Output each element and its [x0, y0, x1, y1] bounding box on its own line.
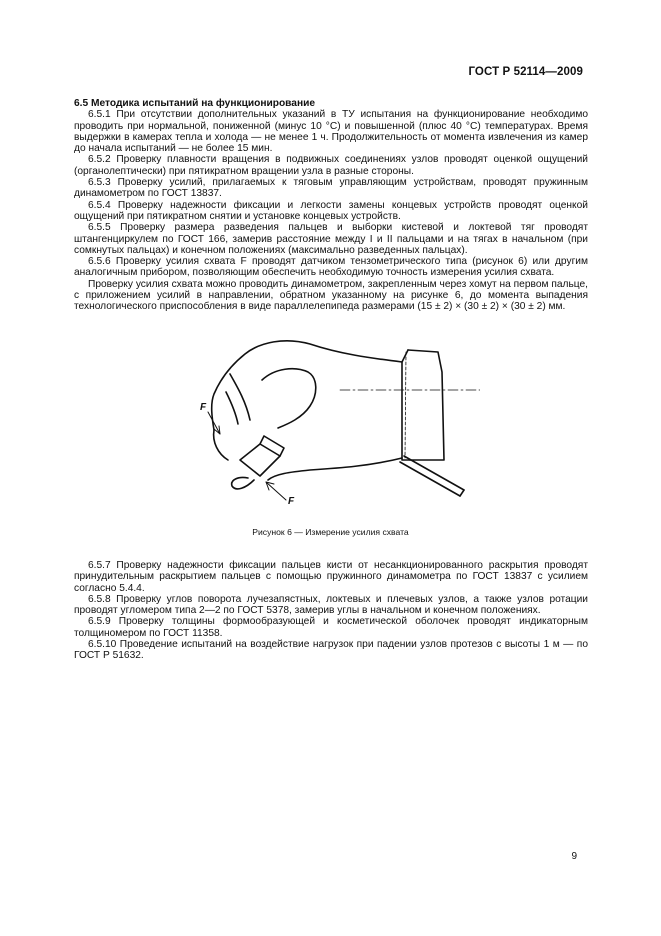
cuff-left-edge: [402, 350, 410, 460]
hand-lower-contour: [268, 458, 402, 480]
force-label-top: F: [200, 402, 207, 413]
cable-line-1: [400, 462, 460, 496]
paragraph-6-5-3: 6.5.3 Проверку усилий, прилагаемых к тяговым управляющим устройствам, проводят пружинным динамометром по ГОСТ 13837.: [74, 177, 588, 200]
paragraph-6-5-7: 6.5.7 Проверку надежности фиксации пальцев кисти от несанкционированного раскрытия проводят принудительным раскрытием пальцев с помощью пружинного динамометра по ГОСТ 13837 с усилием согласно 5.4.4.: [74, 560, 588, 594]
cuff-outline: [408, 350, 444, 460]
paragraph-6-5-9: 6.5.9 Проверку толщины формообразующей и косметической оболочек проводят индикаторным толщиномером по ГОСТ 11358.: [74, 616, 588, 639]
grip-block: [240, 444, 280, 476]
thumb-tip: [232, 477, 254, 488]
paragraph-6-5-8: 6.5.8 Проверку углов поворота лучезапястных, локтевых и плечевых узлов, а также узлов ротации проводят угломером типа 2—2 по ГОСТ 5378, замерив углы в начальном и конечном положениях.: [74, 593, 588, 617]
finger-fold: [262, 369, 316, 428]
page-number: 9: [571, 851, 577, 862]
paragraph-6-5-4: 6.5.4 Проверку надежности фиксации и легкости замены концевых устройств проводят оценкой ощущений при пятикратном снятии и установке концевых устройств.: [74, 199, 588, 222]
hand-grip-drawing: [190, 332, 480, 512]
paragraph-6-5-6-cont: Проверку усилия схвата можно проводить динамометром, закрепленным через хомут на первом пальце, с приложением усилий в направлении, обратном указанному на рисунке 6, до момента выпадения технологического приспособления в виде параллелепипеда размерами (15 ± 2) × (30 ± 2) × (30 ± 2) мм.: [74, 278, 588, 313]
section-body-top: [74, 98, 588, 313]
force-label-bottom: F: [288, 496, 295, 507]
force-arrow-bottom: [266, 482, 286, 500]
paragraph-6-5-10: 6.5.10 Проведение испытаний на воздействие нагрузок при падении узлов протезов с высоты 1 м — по ГОСТ Р 51632.: [74, 639, 588, 662]
figure-caption: Рисунок 6 — Измерение усилия схвата: [252, 527, 409, 537]
document-code: ГОСТ Р 52114—2009: [468, 66, 583, 78]
section-heading: 6.5 Методика испытаний на функционирование: [74, 98, 316, 109]
paragraph-6-5-1: 6.5.1 При отсутствии дополнительных указаний в ТУ испытания на функционирование необходимо проводить при нормальной, пониженной (минус 10 °С) и повышенной (плюс 40 °С) температурах. Время выдержки в камерах тепла и холода — не менее 1 ч. Продолжительность от момента извлечения из камер до начала испытаний — не более 15 мин.: [74, 109, 588, 155]
paragraph-6-5-2: 6.5.2 Проверку плавности вращения в подвижных соединениях узлов проводят оценкой ощущений (органолептически) при пятикратном вращении узла в разные стороны.: [74, 154, 588, 177]
section-body-bottom: [74, 560, 588, 662]
hand-upper-contour: [212, 341, 402, 430]
paragraph-6-5-5: 6.5.5 Проверку размера разведения пальцев и выборки кистевой и локтевой тяг проводят штангенциркулем по ГОСТ 166, замерив расстояние между I и II пальцами и на тягах в начальном (при сомкнутых пальцах) и конечном положениях (максимально разведенных пальцах).: [74, 222, 588, 256]
paragraph-6-5-6: 6.5.6 Проверку усилия схвата F проводят датчиком тензометрического типа (рисунок 6) или другим аналогичным прибором, позволяющим обеспечить необходимую точность измерения усилия схвата.: [74, 256, 588, 279]
figure-hand-grip: [190, 332, 480, 512]
cable-line-2: [404, 456, 464, 490]
